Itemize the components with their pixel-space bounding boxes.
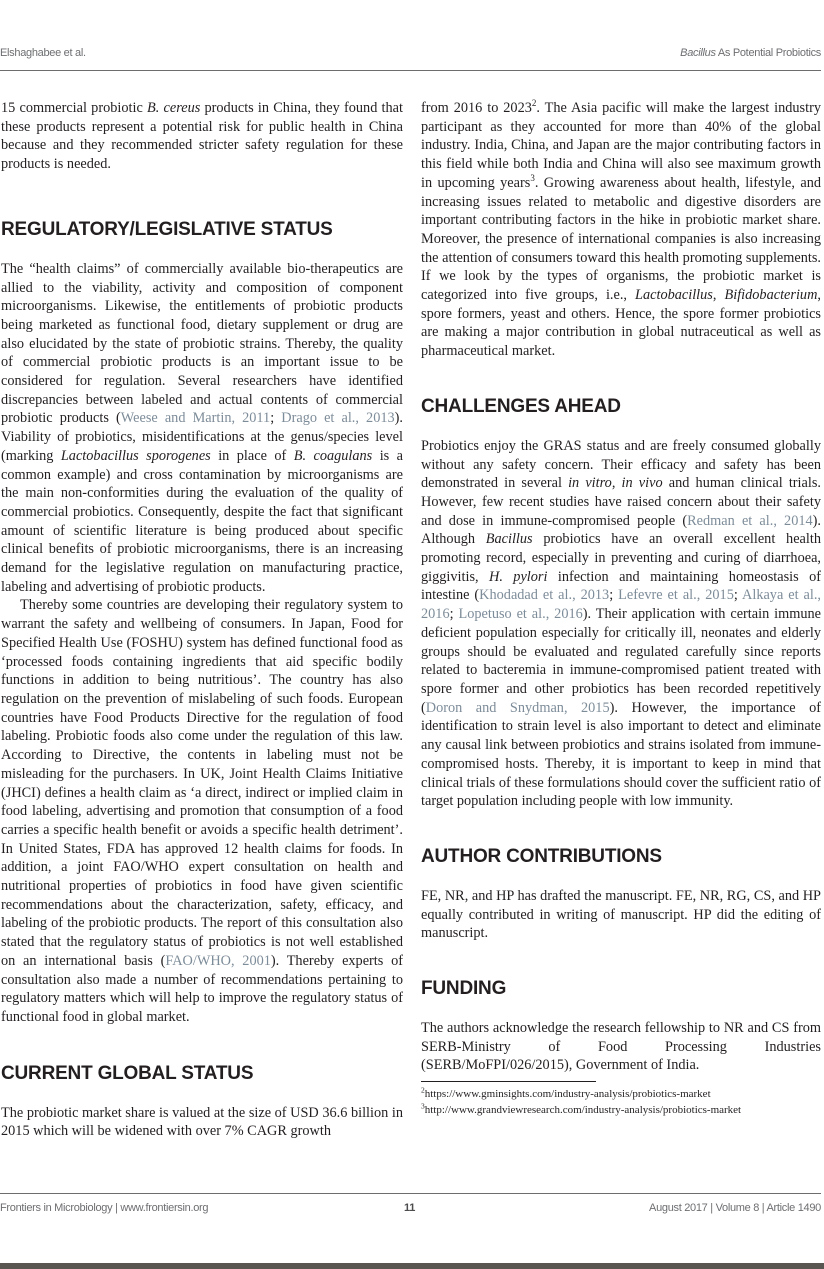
intro-paragraph xyxy=(1,99,403,174)
genus-name: Bifidobacterium xyxy=(724,287,818,304)
footnote-url[interactable]: https://www.gminsights.com/industry-analysis/probiotics-market xyxy=(424,1088,711,1101)
heading-funding: FUNDING xyxy=(421,978,507,1000)
species-name: Lactobacillus sporogenes xyxy=(60,447,211,464)
citation-link[interactable]: Drago et al., 2013 xyxy=(281,410,395,427)
citation-link[interactable]: Redman et al., 2014 xyxy=(687,512,813,529)
text-run: ). However, the importance of identification to strain level is also important to detect and eliminate any causal link between probiotics and strains isolated from immune-compromised hosts. Thereby, it is important to keep in mind that clinical trials of these formulations should cover the sufficient ratio of target population including people with low immunity. xyxy=(421,699,822,810)
footnote-number: 3 xyxy=(421,1101,425,1111)
citation-link[interactable]: Lefevre et al., 2015 xyxy=(618,587,734,604)
citation-link[interactable]: Alkaya et al., 2016 xyxy=(421,587,822,623)
heading-author-contributions: AUTHOR CONTRIBUTIONS xyxy=(421,845,662,867)
global-status-continued xyxy=(421,99,821,361)
text-run: 15 commercial probiotic xyxy=(1,100,147,116)
text-run: ). Thereby experts of consultation also made a number of recommendations pertaining to regulatory matters which will help to improve the regulatory status of functional food in global market. xyxy=(1,952,403,1025)
text-run: and human clinical trials. However, few recent studies have raised concern about their safety and dose in immune-compromised people ( xyxy=(421,475,821,529)
text-run: , xyxy=(611,475,622,492)
page-number: 11 xyxy=(404,1202,416,1214)
species-name: B. cereus xyxy=(147,100,201,116)
header-title-italic: Bacillus xyxy=(680,47,716,59)
genus-name: Bacillus xyxy=(485,531,533,548)
text-run: , spore formers, yeast and others. Hence, the spore former probiotics are making a major contribution in global nutraceutical as well as pharmaceutical market. xyxy=(421,287,821,360)
bottom-viewer-strip xyxy=(0,1263,824,1269)
text-run: , xyxy=(712,287,725,304)
text-run: . The Asia pacific will make the largest industry participant as they accounted for more than 40% of the global industry. India, China, and Japan are the major contributing factors in this field while both India and China will also see maximum growth in upcoming years xyxy=(421,100,821,191)
latin-term: in vitro xyxy=(568,475,612,492)
footer-issue-info: August 2017 | Volume 8 | Article 1490 xyxy=(649,1202,821,1214)
text-run: Probiotics enjoy the GRAS status and are freely consumed globally without any safety concern. Their efficacy and safety has been demonstrated in several xyxy=(421,437,821,492)
heading-challenges-ahead: CHALLENGES AHEAD xyxy=(421,395,621,417)
text-run: ). Their application with certain immune deficient population especially for critically ill, neonates and elderly groups should be evaluated and regulated carefully since reports related to bacteremia in immune-compromised patient treated with spore former and other probiotics has been recorded repetitively ( xyxy=(421,606,821,716)
text-run: ; xyxy=(449,606,459,623)
species-name: H. pylori xyxy=(489,568,548,585)
text-run: ). Although xyxy=(421,512,821,548)
footnote-3 xyxy=(421,1102,821,1118)
text-run: The “health claims” of commercially available bio-therapeutics are allied to the viability, activity and composition of component microorganisms. Likewise, the entitlements of probiotic products being marketed as functional food, dietary supplement or drug are also elucidated by the state of probiotic strains. Thereby, the quality of commercial probiotic products is an important issue to be considered for regulation. Several researchers have identified discrepancies between labeled and actual contents of commercial probiotic products ( xyxy=(1,260,403,427)
regulatory-paragraph-2 xyxy=(1,596,403,1026)
text-run: Thereby some countries are developing their regulatory system to warrant the safety and wellbeing of consumers. In Japan, Food for Specified Health Use (FOSHU) system has defined functional food as ‘processed foods containing ingredients that aid specific bodily functions in addition to being nutritious’. The country has also regulation on the prevention of mislabeling of such foods. European countries have Food Products Directive for the regulation of food labeling. Probiotic foods also come under the regulation of this law. According to Directive, the contents in labeling must not be misleading for the purchasers. In UK, Joint Health Claims Initiative (JHCI) defines a health claim as ‘a direct, indirect or implied claim in food labeling, advertising and promotion that consumption of a food carries a specific health benefit or avoids a specific health detriment’. In United States, FDA has approved 12 health claims for foods. In addition, a joint FAO/WHO expert consultation on health and nutritional properties of probiotics in food have given scientific recommendations about the characterization, safety, efficacy, and labeling of the probiotic products. The report of this consultation also stated that the regulatory status of probiotics is not well established on an international basis ( xyxy=(1,597,403,969)
text-run: is a common example) and cross contamination by microorganisms are the main non-conformities during the evaluation of the quality of commercial probiotics. Consequently, despite the fact that significant amount of scientific literature is being produced about specific clinical benefits of probiotic microorganisms, there is an increasing demand for the legislative regulation on manufacturing practice, labeling and advertising of probiotic products. xyxy=(1,447,404,595)
text-run: in place of xyxy=(210,447,294,464)
text-run: products in China, they found that these products represent a potential risk for public health in China because and they recommended stricter safety regulation for these products is needed. xyxy=(1,100,403,173)
text-run: probiotics have an overall excellent health promoting record, especially in preventing and curing of diarrhoea, giggivitis, xyxy=(421,531,821,585)
footnote-ref[interactable]: 3 xyxy=(530,173,535,184)
footnote-number: 2 xyxy=(421,1085,425,1095)
species-name: B. coagulans xyxy=(293,447,373,464)
footer-journal[interactable]: Frontiers in Microbiology | www.frontiersin.org xyxy=(0,1202,209,1214)
funding-paragraph: The authors acknowledge the research fellowship to NR and CS from SERB-Ministry of Food Processing Industries (SERB/MoFPI/026/2015), Government of India. xyxy=(421,1020,821,1074)
citation-link[interactable]: FAO/WHO, 2001 xyxy=(165,952,271,969)
right-column xyxy=(421,99,821,1118)
global-status-paragraph: The probiotic market share is valued at the size of USD 36.6 billion in 2015 which will be widened with over 7% CAGR growth xyxy=(1,1104,403,1140)
citation-link[interactable]: Lopetuso et al., 2016 xyxy=(458,606,583,623)
latin-term: in vivo xyxy=(621,475,663,492)
footnote-2 xyxy=(421,1086,821,1102)
text-run: ; xyxy=(609,587,619,604)
header-title-rest: As Potential Probiotics xyxy=(715,47,821,59)
author-contributions-paragraph: FE, NR, and HP has drafted the manuscript. FE, NR, RG, CS, and HP equally contributed in writing of manuscript. HP did the editing of manuscript. xyxy=(421,887,821,942)
citation-link[interactable]: Khodadad et al., 2013 xyxy=(479,587,610,604)
regulatory-paragraph-1 xyxy=(1,260,403,597)
footnote-url[interactable]: http://www.grandviewresearch.com/industry-analysis/probiotics-market xyxy=(424,1104,742,1117)
left-column xyxy=(1,99,403,1141)
text-run: ; xyxy=(270,410,282,427)
text-run: ). Viability of probiotics, misidentifications at the genus/species level (marking xyxy=(1,410,403,464)
text-run: . Growing awareness about health, lifestyle, and increasing issues related to metabolic and digestive disorders are important contributing factors in the hike in probiotic market share. Moreover, the presence of international companies is also increasing the attention of consumers toward this health promoting supplements. If we look by the types of organisms, the probiotic market is categorized into five groups, i.e., xyxy=(421,174,821,304)
header-authors: Elshaghabee et al. xyxy=(0,47,86,59)
heading-current-global-status: CURRENT GLOBAL STATUS xyxy=(1,1062,254,1084)
heading-regulatory-status: REGULATORY/LEGISLATIVE STATUS xyxy=(1,218,333,240)
genus-name: Lactobacillus xyxy=(635,287,713,304)
running-header xyxy=(0,44,821,71)
challenges-paragraph xyxy=(421,437,821,811)
running-footer xyxy=(0,1193,821,1218)
text-run: infection and maintaining homeostasis of intestine ( xyxy=(421,568,821,604)
text-run: from 2016 to 2023 xyxy=(421,100,532,116)
footnote-divider xyxy=(421,1081,596,1082)
citation-link[interactable]: Weese and Martin, 2011 xyxy=(120,410,271,427)
citation-link[interactable]: Doron and Snydman, 2015 xyxy=(425,699,610,716)
header-short-title xyxy=(680,47,821,59)
text-run: ; xyxy=(733,587,743,604)
footnote-ref[interactable]: 2 xyxy=(531,98,537,109)
